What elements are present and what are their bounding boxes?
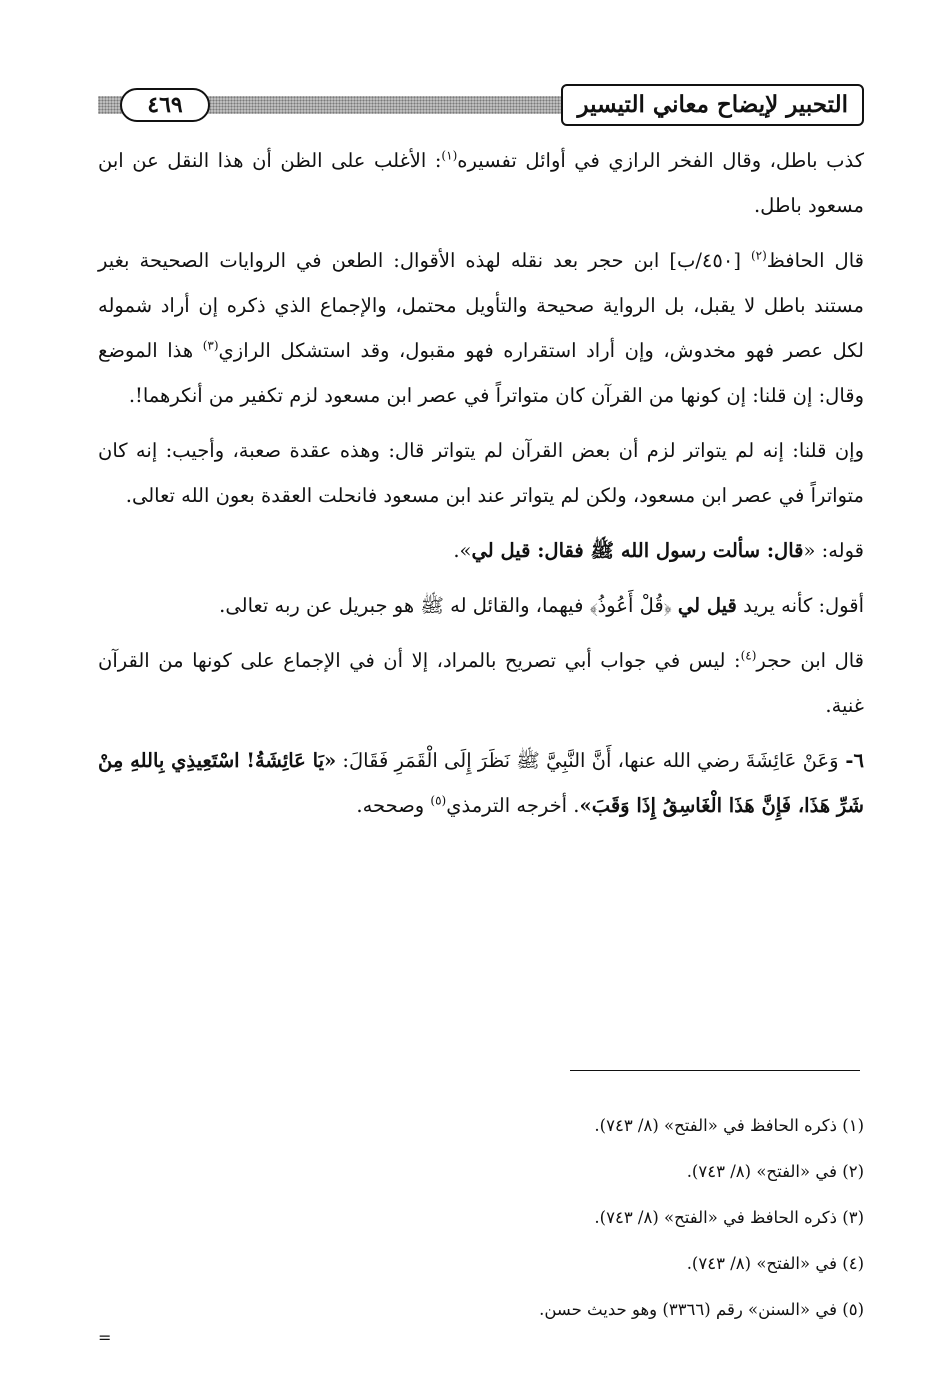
footnote-ref-4: (٤) <box>740 648 757 663</box>
paragraph-2-text-c: هذا الموضع وقال: إن قلنا: إن كونها من القرآن كان متواتراً في عصر ابن مسعود لزم تكفير من أنكرهما!. <box>98 339 864 407</box>
paragraph-5-bold: قيل لي <box>677 594 737 617</box>
quoted-phrase: قال: سألت رسول الله ﷺ فقال: قيل لي <box>471 539 804 562</box>
main-text <box>98 138 864 838</box>
footnote-ref-5: (٥) <box>430 793 447 808</box>
paragraph-6-text-a: قال ابن حجر <box>756 649 865 672</box>
paragraph-2-text-b: [٤٥٠/ب] ابن حجر بعد نقله لهذه الأقوال: الطعن في الروايات الصحيحة بغير مستند باطل لا يقبل، بل الرواية صحيحة والتأويل محتمل، والإجماع الذي ذكره إن أراد شموله لكل عصر فهو مخدوش، وإن أراد استقراره فهو مقبول، وقد استشكل الرازي <box>98 249 864 362</box>
paragraph-6-text-b: : ليس في جواب أبي تصريح بالمراد، إلا أن في الإجماع على كونها من القرآن غنية. <box>98 649 864 717</box>
paragraph-1-text-a: كذب باطل، وقال الفخر الرازي في أوائل تفسيره <box>457 149 864 172</box>
paragraph-4 <box>98 528 864 573</box>
footnote-5: (٥) في «السنن» رقم (٣٣٦٦) وهو حديث حسن. <box>539 1300 864 1319</box>
footnote-ref-3: (٣) <box>202 338 219 353</box>
hadith-text: «يَا عَائِشَةُ! اسْتَعِيذِي بِاللهِ مِنْ شَرِّ هَذَا، فَإِنَّ هَذَا الْغَاسِقُ إِذَا وَقَبَ» <box>98 749 864 817</box>
footnote-1: (١) ذكره الحافظ في «الفتح» (٨/ ٧٤٣). <box>594 1116 864 1135</box>
page-header <box>98 84 864 130</box>
paragraph-1 <box>98 138 864 228</box>
paragraph-4-text-c: ». <box>453 539 472 562</box>
hadith-source: . أخرجه الترمذي <box>446 794 580 817</box>
hadith-paragraph <box>98 738 864 828</box>
page-number: ٤٦٩ <box>120 88 210 122</box>
hadith-narrator: وَعَنْ عَائِشَةَ رضي الله عنها، أَنَّ النَّبِيَّ ﷺ نَظَرَ إِلَى الْقَمَرِ فَقَالَ: <box>336 749 839 772</box>
paragraph-3: وإن قلنا: إنه لم يتواتر لزم أن بعض القرآن لم يتواتر قال: وهذه عقدة صعبة، وأجيب: إنه كان متواتراً في عصر ابن مسعود، ولكن لم يتواتر عند ابن مسعود فانحلت العقدة بعون الله تعالى. <box>98 439 864 507</box>
footnote-ref-2: (٢) <box>750 248 767 263</box>
book-title: التحبير لإيضاح معاني التيسير <box>561 84 864 126</box>
paragraph-2 <box>98 238 864 418</box>
paragraph-5-text-a: أقول: كأنه يريد <box>736 594 864 617</box>
paragraph-4-text-a: قوله: « <box>803 539 864 562</box>
paragraph-1-text-b: : الأغلب على الظن أن هذا النقل عن ابن مسعود باطل. <box>98 149 864 217</box>
continuation-mark: = <box>98 1328 112 1347</box>
footnote-separator <box>570 1070 860 1071</box>
footnotes <box>98 1103 864 1333</box>
footnote-2: (٢) في «الفتح» (٨/ ٧٤٣). <box>686 1162 864 1181</box>
paragraph-5 <box>98 583 864 628</box>
footnote-4: (٤) في «الفتح» (٨/ ٧٤٣). <box>686 1254 864 1273</box>
paragraph-6 <box>98 638 864 728</box>
footnote-ref-1: (١) <box>441 148 458 163</box>
hadith-number: ٦- <box>838 749 864 772</box>
hadith-grading: وصححه. <box>356 794 431 817</box>
footnote-3: (٣) ذكره الحافظ في «الفتح» (٨/ ٧٤٣). <box>594 1208 864 1227</box>
paragraph-2-text-a: قال الحافظ <box>766 249 864 272</box>
paragraph-5-text-c: ﴿قُلْ أَعُوذُ﴾ فيهما، والقائل له ﷺ هو جبريل عن ربه تعالى. <box>219 594 678 617</box>
